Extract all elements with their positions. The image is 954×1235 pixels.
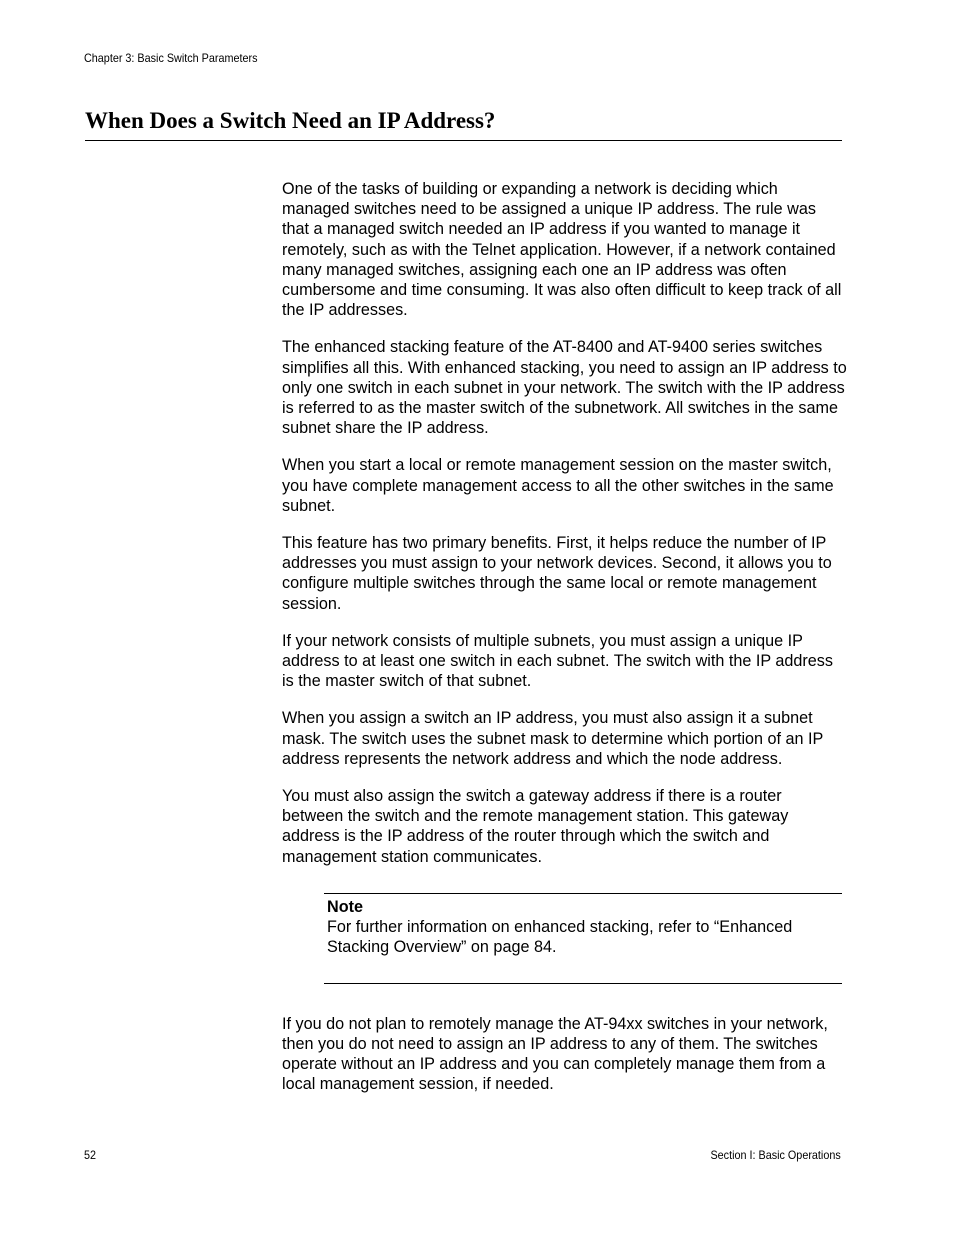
note-title: Note	[327, 897, 363, 916]
page-number: 52	[84, 1148, 97, 1162]
paragraph: One of the tasks of building or expanding a network is deciding which managed switches need to be assigned a unique IP address. The rule was that a managed switch needed an IP address if you wanted to manage it remotely, such as with the Telnet application. However, if a network contained many managed switches, assigning each one an IP address was often cumbersome and time consuming. It was also often difficult to keep track of all the IP addresses.	[282, 180, 842, 320]
note-box	[324, 893, 842, 984]
section-title: When Does a Switch Need an IP Address?	[85, 107, 842, 141]
closing-paragraph: If you do not plan to remotely manage the AT-94xx switches in your network, then you do not need to assign an IP address to any of them. The switches operate without an IP address and you can completely manage them from a local management session, if needed.	[282, 1014, 828, 1094]
running-header: Chapter 3: Basic Switch Parameters	[84, 51, 258, 65]
paragraph: If your network consists of multiple subnets, you must assign a unique IP address to at least one switch in each subnet. The switch with the IP address is the master switch of that subnet.	[282, 631, 833, 691]
paragraph: You must also assign the switch a gateway address if there is a router between the switch and the remote management station. This gateway address is the IP address of the router through which the switch and management station communicates.	[282, 787, 789, 866]
note-text: For further information on enhanced stacking, refer to “Enhanced Stacking Overview” on page 84.	[327, 918, 793, 957]
body-text	[282, 179, 847, 1111]
paragraph: When you assign a switch an IP address, you must also assign it a subnet mask. The switch uses the subnet mask to determine which portion of an IP address represents the network address and which the node address.	[282, 709, 824, 768]
running-footer: Section I: Basic Operations	[710, 1148, 841, 1162]
paragraph: When you start a local or remote management session on the master switch, you have complete management access to all the other switches in the same subnet.	[282, 456, 834, 515]
paragraph: This feature has two primary benefits. First, it helps reduce the number of IP addresses you must assign to your network devices. Second, it allows you to configure multiple switches through the same local or remote management session.	[282, 534, 832, 613]
paragraph: The enhanced stacking feature of the AT-8400 and AT-9400 series switches simplifies all this. With enhanced stacking, you need to assign an IP address to only one switch in each subnet in your network. The switch with the IP address is referred to as the master switch of the subnetwork. All switches in the same subnet share the IP address.	[282, 338, 847, 438]
